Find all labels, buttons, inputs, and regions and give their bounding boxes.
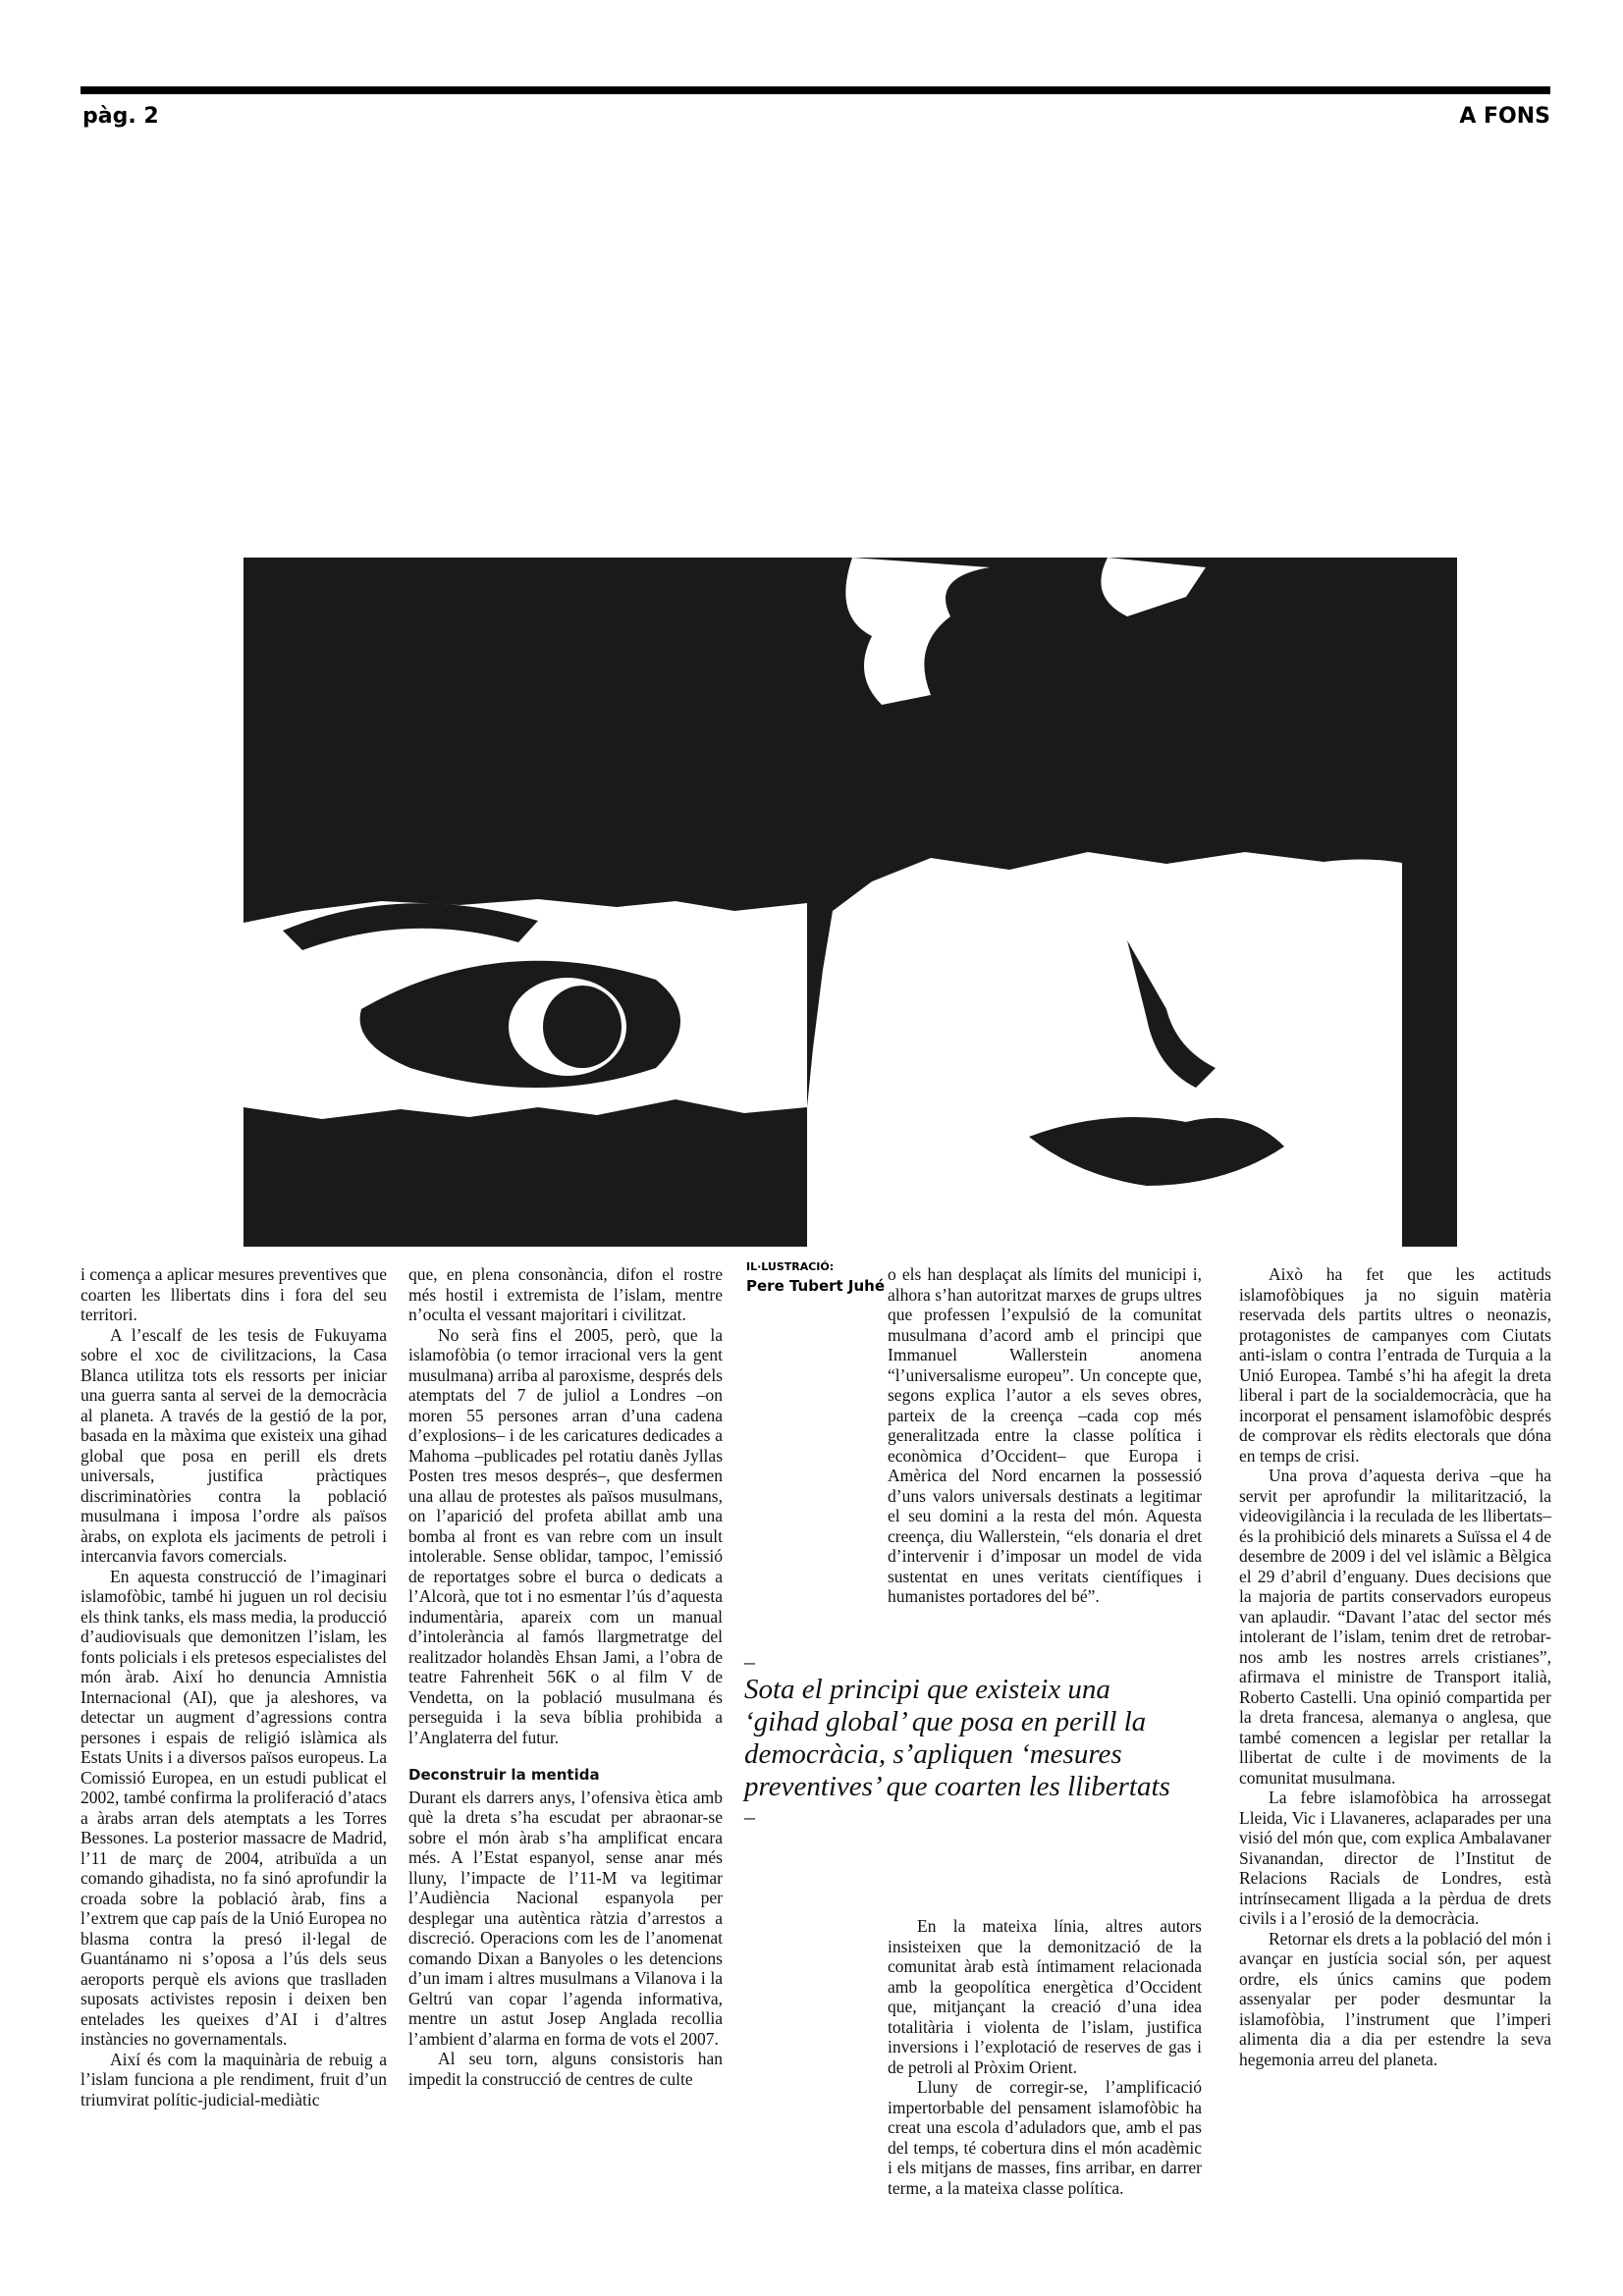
article-column-3-bottom [888,1916,1202,2198]
paragraph: No serà fins el 2005, però, que la islamofòbia (o temor irracional vers la gent musulmana) arriba al paroxisme, després dels atemptats del 7 de juliol a Londres –on moren 55 persones arran d’una cadena d’explosions– i de les caricatures dedicades a Mahoma –publicades pel rotatiu danès Jyllas Posten tres mesos després–, que desfermen una allau de protestes als països musulmans, on l’aparició del profeta abillat amb una bomba al front es van rebre com un insult intolerable. Sense oblidar, tampoc, l’emissió de reportatges sobre el burca o dedicats a l’Alcorà, que tot i no esmentar l’ús d’aquesta indumentària, apareix com un manual d’intolerància al famós llargmetratge del realitzador holandès Ehsan Jami, a l’obra de teatre Fahrenheit 56K o al film V de Vendetta, on la població musulmana és perseguida i la seva bíblia prohibida a l’Anglaterra del futur. [408,1324,723,1747]
paragraph: En aquesta construcció de l’imaginari islamofòbic, també hi juguen un rol decisiu els think tanks, els mass media, la producció d’audiovisuals que demonitzen l’islam, les fonts policials i els pretesos especialistes del món àrab. Així ho denuncia Amnistia Internacional (AI), que ja aleshores, va detectar un augment d’agressions contra persones i espais de religió islàmica als Estats Units i a diversos països europeus. La Comissió Europea, en un estudi publicat el 2002, també confirma la proliferació d’atacs a àrabs arran dels atemptats a les Torres Bessones. La posterior massacre de Madrid, l’11 de març de 2004, atribuïda a un comando gihadista, no fa sinó aprofundir la croada sobre la població àrab, fins a l’extrem que cap país de la Unió Europea no blasma contra la presó il·legal de Guantánamo ni s’oposa a l’ús dels seus aeroports perquè els avions que traslladen suposats activistes reposin i deixen ben entelades les queixes d’AI i d’altres instàncies no governamentals. [81,1566,387,2049]
pullquote-dash-top: – [744,1649,755,1674]
illustration-credit [746,1260,885,1295]
paragraph: i comença a aplicar mesures preventives que coarten les llibertats dins i fora del seu territori. [81,1264,387,1324]
pullquote: Sota el principi que existeix una ‘gihad global’ que posa en perill la democràcia, s’apliquen ‘mesures preventives’ que coarten les llibertats [744,1674,1170,1802]
paragraph: o els han desplaçat als límits del municipi i, alhora s’han autoritzat marxes de grups ultres que professen l’expulsió de la comunitat musulmana d’acord amb el principi que Immanuel Wallerstein anomena “l’universalisme europeu”. Un concepte que, segons explica l’autor a els seves obres, parteix de la creença –cada cop més generalitzada entre la classe política i econòmica d’Occident– que Europa i Amèrica del Nord encarnen la possessió d’uns valors universals destinats a legitimar el seu domini a la resta del món. Aquesta creença, diu Wallerstein, “els donaria el dret d’intervenir i d’imposar un model de vida sustentat en unes veritats científiques i humanistes portadores del bé”. [888,1264,1202,1606]
illustration-credit-author: Pere Tubert Juhé [746,1277,886,1295]
header-rule [81,86,1550,94]
paragraph: La febre islamofòbica ha arrossegat Lleida, Vic i Llavaneres, aclaparades per una visió del món que, com explica Ambalavaner Sivanandan, director de l’Institut de Relacions Racials de Londres, està intrínsecament lligada a la pèrdua de drets civils i a l’erosió de la democràcia. [1239,1788,1551,1928]
article-column-1 [81,1264,387,2109]
paragraph: Retornar els drets a la població del món i avançar en justícia social són, per aquest ordre, els únics camins que podem assenyalar per poder desmuntar la islamofòbia, l’instrument que l’imperi alimenta dia a dia per estendre la seva hegemonia arreu del planeta. [1239,1928,1551,2069]
paragraph: A l’escalf de les tesis de Fukuyama sobre el xoc de civilitzacions, la Casa Blanca utilitza tots els ressorts per iniciar una guerra santa al servei de la democràcia al planeta. A través de la gestió de la por, basada en la màxima que existeix una gihad global que posa en perill els drets universals, justifica pràctiques discriminatòries contra la població musulmana i imposa l’ordre als països àrabs, on explota els jaciments de petroli i intercanvia favors comercials. [81,1324,387,1566]
paragraph: Així és com la maquinària de rebuig a l’islam funciona a ple rendiment, fruit d’un triumvirat polític-judicial-mediàtic [81,2049,387,2109]
paragraph: que, en plena consonància, difon el rostre més hostil i extremista de l’islam, mentre n’oculta el vessant majoritari i civilitzat. [408,1264,723,1324]
section-subheading: Deconstruir la mentida [408,1766,600,1784]
paragraph: Lluny de corregir-se, l’amplificació impertorbable del pensament islamofòbic ha creat una escola d’aduladors que, amb el pas del temps, té cobertura dins el món acadèmic i els mitjans de masses, fins arribar, en darrer terme, a la mateixa classe política. [888,2077,1202,2198]
section-label: A FONS [1459,104,1550,129]
paragraph: Una prova d’aquesta deriva –que ha servit per aprofundir la militarització, la videovigilància i la reculada de les llibertats– és la prohibició dels minarets a Suïssa el 4 de desembre de 2009 i del vel islàmic a Bèlgica el 29 d’abril d’enguany. Dues decisions que la majoria de partits conservadors europeus van aplaudir. “Davant l’atac del sector més intolerant de l’islam, tenim dret de retrobar-nos amb les nostres arrels cristianes”, afirmava el ministre de Transport italià, Roberto Castelli. Una opinió compartida per la dreta francesa, alemanya o anglesa, que també comencen a legislar per retallar la llibertat de culte i de moviments de la comunitat musulmana. [1239,1466,1551,1788]
article-column-3-top [888,1264,1202,1607]
paragraph: Durant els darrers anys, l’ofensiva ètica amb què la dreta s’ha escudat per abraonar-se sobre el món àrab s’ha amplificat encara més. A l’Estat espanyol, sense anar més lluny, l’impacte de l’11-M va legitimar l’Audiència Nacional espanyola per desplegar una autèntica ràtzia d’arrestos a discreció. Operacions com les de l’anomenat comando Dixan a Banyoles o les detencions d’un imam i altres musulmans a Vilanova i la Geltrú van copar l’agenda informativa, mentre un astut Josep Anglada recollia l’ambient d’alarma en forma de vots el 2007. [408,1787,723,2049]
illustration-credit-label: IL·LUSTRACIÓ: [746,1260,835,1273]
paragraph: Això ha fet que les actituds islamofòbiques ja no siguin matèria reservada dels partits ultres o neonazis, protagonistes de campanyes com Ciutats anti-islam o contra l’entrada de Turquia a la Unió Europea. També s’hi ha afegit la dreta liberal i part de la socialdemocràcia, que ha incorporat el pensament islamofòbic després de comprovar els rèdits electorals que dóna en temps de crisi. [1239,1264,1551,1466]
paragraph: En la mateixa línia, altres autors insisteixen que la demonització de la comunitat àrab està íntimament relacionada amb la geopolítica energètica d’Occident que, mitjançant la creació d’una idea totalitària i violenta de l’islam, justifica inversions i l’explotació de reserves de gas i de petroli al Pròxim Orient. [888,1916,1202,2077]
article-column-2 [408,1264,723,2089]
paragraph: Al seu torn, alguns consistoris han impedit la construcció de centres de culte [408,2049,723,2089]
page-number: pàg. 2 [82,104,159,129]
pullquote-dash-bottom: – [744,1804,755,1829]
illustration [243,558,1457,1247]
article-column-4 [1239,1264,1551,2069]
